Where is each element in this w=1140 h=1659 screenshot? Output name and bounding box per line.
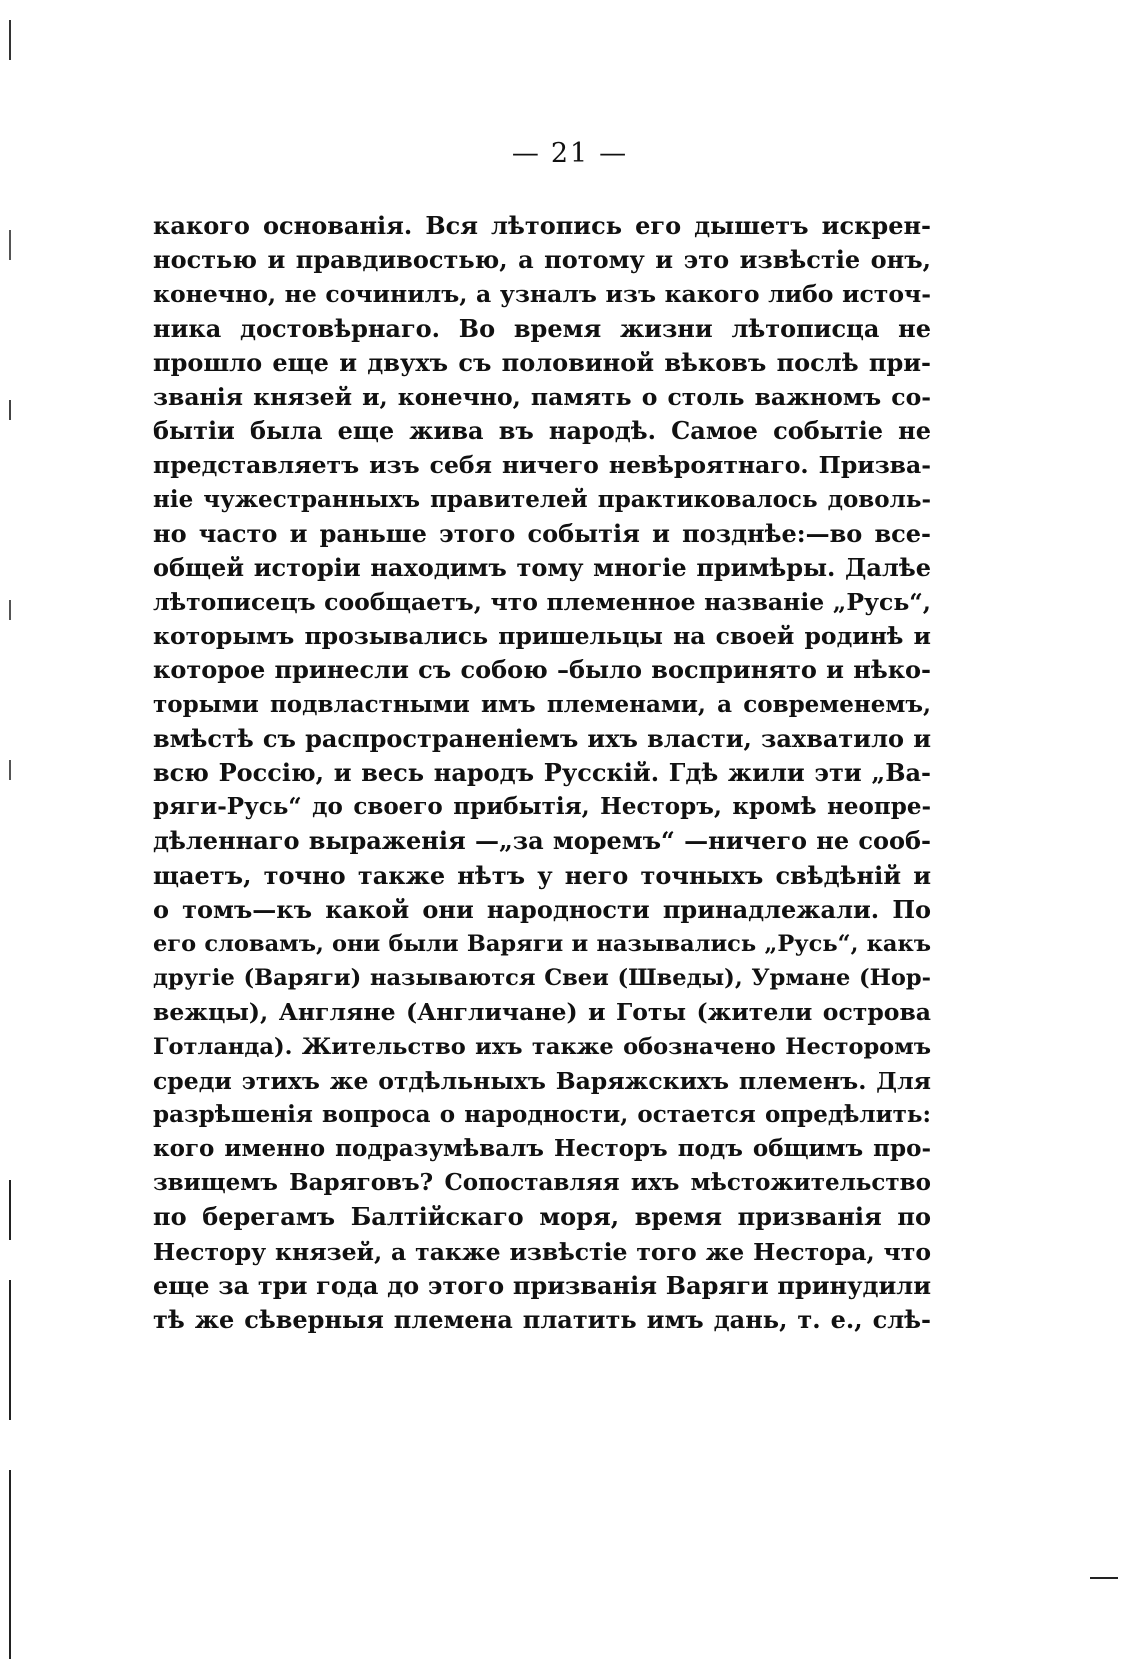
margin-mark (1090, 1577, 1118, 1579)
body-text (153, 209, 931, 1337)
text-line: вежцы), Англяне (Англичане) и Готы (жители острова (153, 998, 931, 1027)
text-line: ника достовѣрнаго. Во время жизни лѣтописца не (153, 313, 931, 343)
text-line: которымъ прозывались пришельцы на своей родинѣ и (153, 622, 931, 651)
text-line: щаетъ, точно также нѣтъ у него точныхъ свѣдѣній и (153, 860, 931, 890)
text-line: званія князей и, конечно, память о столь важномъ со- (153, 382, 931, 411)
text-line: другіе (Варяги) называются Свеи (Шведы), Урмане (Нор- (153, 965, 931, 992)
text-line: Готланда). Жительство ихъ также обозначено Несторомъ (153, 1033, 931, 1060)
text-line: ностью и правдивостью, а потому и это извѣстіе онъ, (153, 245, 931, 275)
text-line: среди этихъ же отдѣльныхъ Варяжскихъ племенъ. Для (153, 1066, 931, 1095)
text-line: бытіи была еще жива въ народѣ. Самое событіе не (153, 416, 931, 446)
text-line: представляетъ изъ себя ничего невѣроятнаго. Призва- (153, 451, 931, 480)
text-line: его словамъ, они были Варяги и назывались „Русь“, какъ (153, 930, 931, 957)
text-line: еще за три года до этого призванія Варяги принудили (153, 1270, 931, 1300)
page-number-value: 21 (550, 138, 590, 169)
text-line: прошло еще и двухъ съ половиной вѣковъ послѣ при- (153, 347, 931, 377)
page-number-dash-left: — (511, 138, 541, 169)
text-line: кого именно подразумѣвалъ Несторъ подъ общимъ про- (153, 1135, 931, 1163)
text-line: о томъ—къ какой они народности принадлежали. По (153, 894, 931, 924)
text-line: торыми подвластными имъ племенами, а современемъ, (153, 690, 931, 718)
text-line: звищемъ Варяговъ? Сопоставляя ихъ мѣстожительство (153, 1169, 931, 1197)
page-number-dash-right: — (599, 138, 629, 169)
page-number (0, 138, 1140, 169)
text-line: ніе чужестранныхъ правителей практиковалось доволь- (153, 485, 931, 513)
text-line: разрѣшенія вопроса о народности, остается опредѣлить: (153, 1100, 931, 1128)
text-line: конечно, не сочинилъ, а узналъ изъ какого либо источ- (153, 280, 931, 309)
text-line: всю Россію, и весь народъ Русскій. Гдѣ жили эти „Ва- (153, 758, 931, 787)
text-line: ряги-Русь“ до своего прибытія, Несторъ, кромѣ неопре- (153, 793, 931, 821)
text-line: вмѣстѣ съ распространеніемъ ихъ власти, захватило и (153, 723, 931, 753)
text-line: общей исторіи находимъ тому многіе примѣры. Далѣе (153, 552, 931, 582)
text-line: но часто и раньше этого событія и позднѣе:—во все- (153, 518, 931, 548)
text-line: тѣ же сѣверныя племена платить имъ дань, т. е., слѣ- (153, 1305, 931, 1334)
page-edge-shadow (9, 0, 11, 1659)
text-line: Нестору князей, а также извѣстіе того же Нестора, что (153, 1237, 931, 1266)
text-line: которое принесли съ собою –было воспринято и нѣко- (153, 655, 931, 685)
text-line: какого основанія. Вся лѣтопись его дышетъ искрен- (153, 211, 931, 240)
text-line: дѣленнаго выраженія —„за моремъ“ —ничего не сооб- (153, 826, 931, 856)
text-line: по берегамъ Балтійскаго моря, время призванія по (153, 1202, 931, 1232)
text-line: лѣтописецъ сообщаетъ, что племенное названіе „Русь“, (153, 588, 931, 617)
